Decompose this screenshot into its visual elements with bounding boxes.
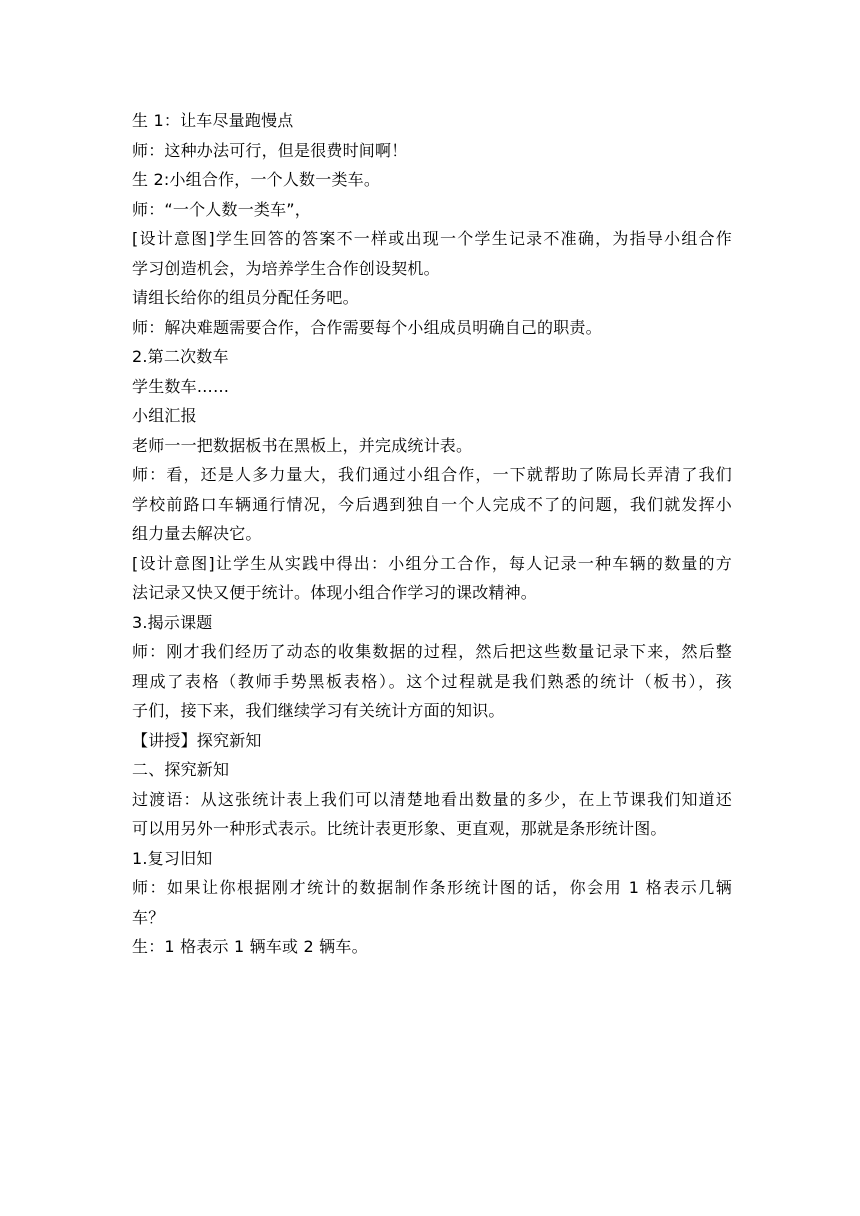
text-line: 车？ (132, 907, 165, 927)
text-line: 生 2:小组合作，一个人数一类车。 (132, 170, 381, 189)
section-heading: 3.揭示课题 (132, 612, 213, 632)
text-line: 小组汇报 (132, 406, 197, 425)
text-line: 学生数车…… (132, 376, 230, 396)
text-line: 师：如果让你根据刚才统计的数据制作条形统计图的话，你会用 1 格表示几辆 (132, 878, 732, 897)
text-line: 子们，接下来，我们继续学习有关统计方面的知识。 (132, 701, 505, 720)
text-line: 生 1：让车尽量跑慢点 (132, 111, 294, 130)
text-line: 理成了表格（教师手势黑板表格）。这个过程就是我们熟悉的统计（板书），孩 (132, 671, 732, 691)
text-line: 过渡语：从这张统计表上我们可以清楚地看出数量的多少，在上节课我们知道还 (132, 789, 732, 809)
section-heading: 二、探究新知 (132, 760, 230, 779)
section-heading: 1.复习旧知 (132, 848, 213, 868)
text-line: 请组长给你的组员分配任务吧。 (132, 288, 359, 307)
text-line: [设计意图]让学生从实践中得出：小组分工合作，每人记录一种车辆的数量的方 (132, 553, 732, 573)
text-line: 法记录又快又便于统计。体现小组合作学习的课改精神。 (132, 583, 538, 602)
text-line: 生：1 格表示 1 辆车或 2 辆车。 (132, 937, 368, 956)
text-line: 师：解决难题需要合作，合作需要每个小组成员明确自己的职责。 (132, 317, 602, 337)
text-line: [设计意图]学生回答的答案不一样或出现一个学生记录不准确，为指导小组合作 (132, 229, 732, 248)
text-line: 可以用另外一种形式表示。比统计表更形象、更直观，那就是条形统计图。 (132, 819, 667, 838)
text-line: 师：看，还是人多力量大，我们通过小组合作，一下就帮助了陈局长弄清了我们 (132, 465, 732, 484)
section-heading: 2.第二次数车 (132, 347, 229, 366)
text-line: 师：这种办法可行，但是很费时间啊！ (132, 140, 408, 160)
text-line: 老师一一把数据板书在黑板上，并完成统计表。 (132, 435, 473, 455)
text-line: 师：“一个人数一类车”， (132, 199, 311, 219)
text-line: 学习创造机会，为培养学生合作创设契机。 (132, 258, 440, 278)
text-line: 师：刚才我们经历了动态的收集数据的过程，然后把这些数量记录下来，然后整 (132, 642, 732, 661)
text-line: 组力量去解决它。 (132, 524, 262, 543)
document-body (132, 106, 732, 962)
section-heading: 【讲授】探究新知 (132, 730, 262, 750)
text-line: 学校前路口车辆通行情况，今后遇到独自一个人完成不了的问题，我们就发挥小 (132, 494, 732, 514)
